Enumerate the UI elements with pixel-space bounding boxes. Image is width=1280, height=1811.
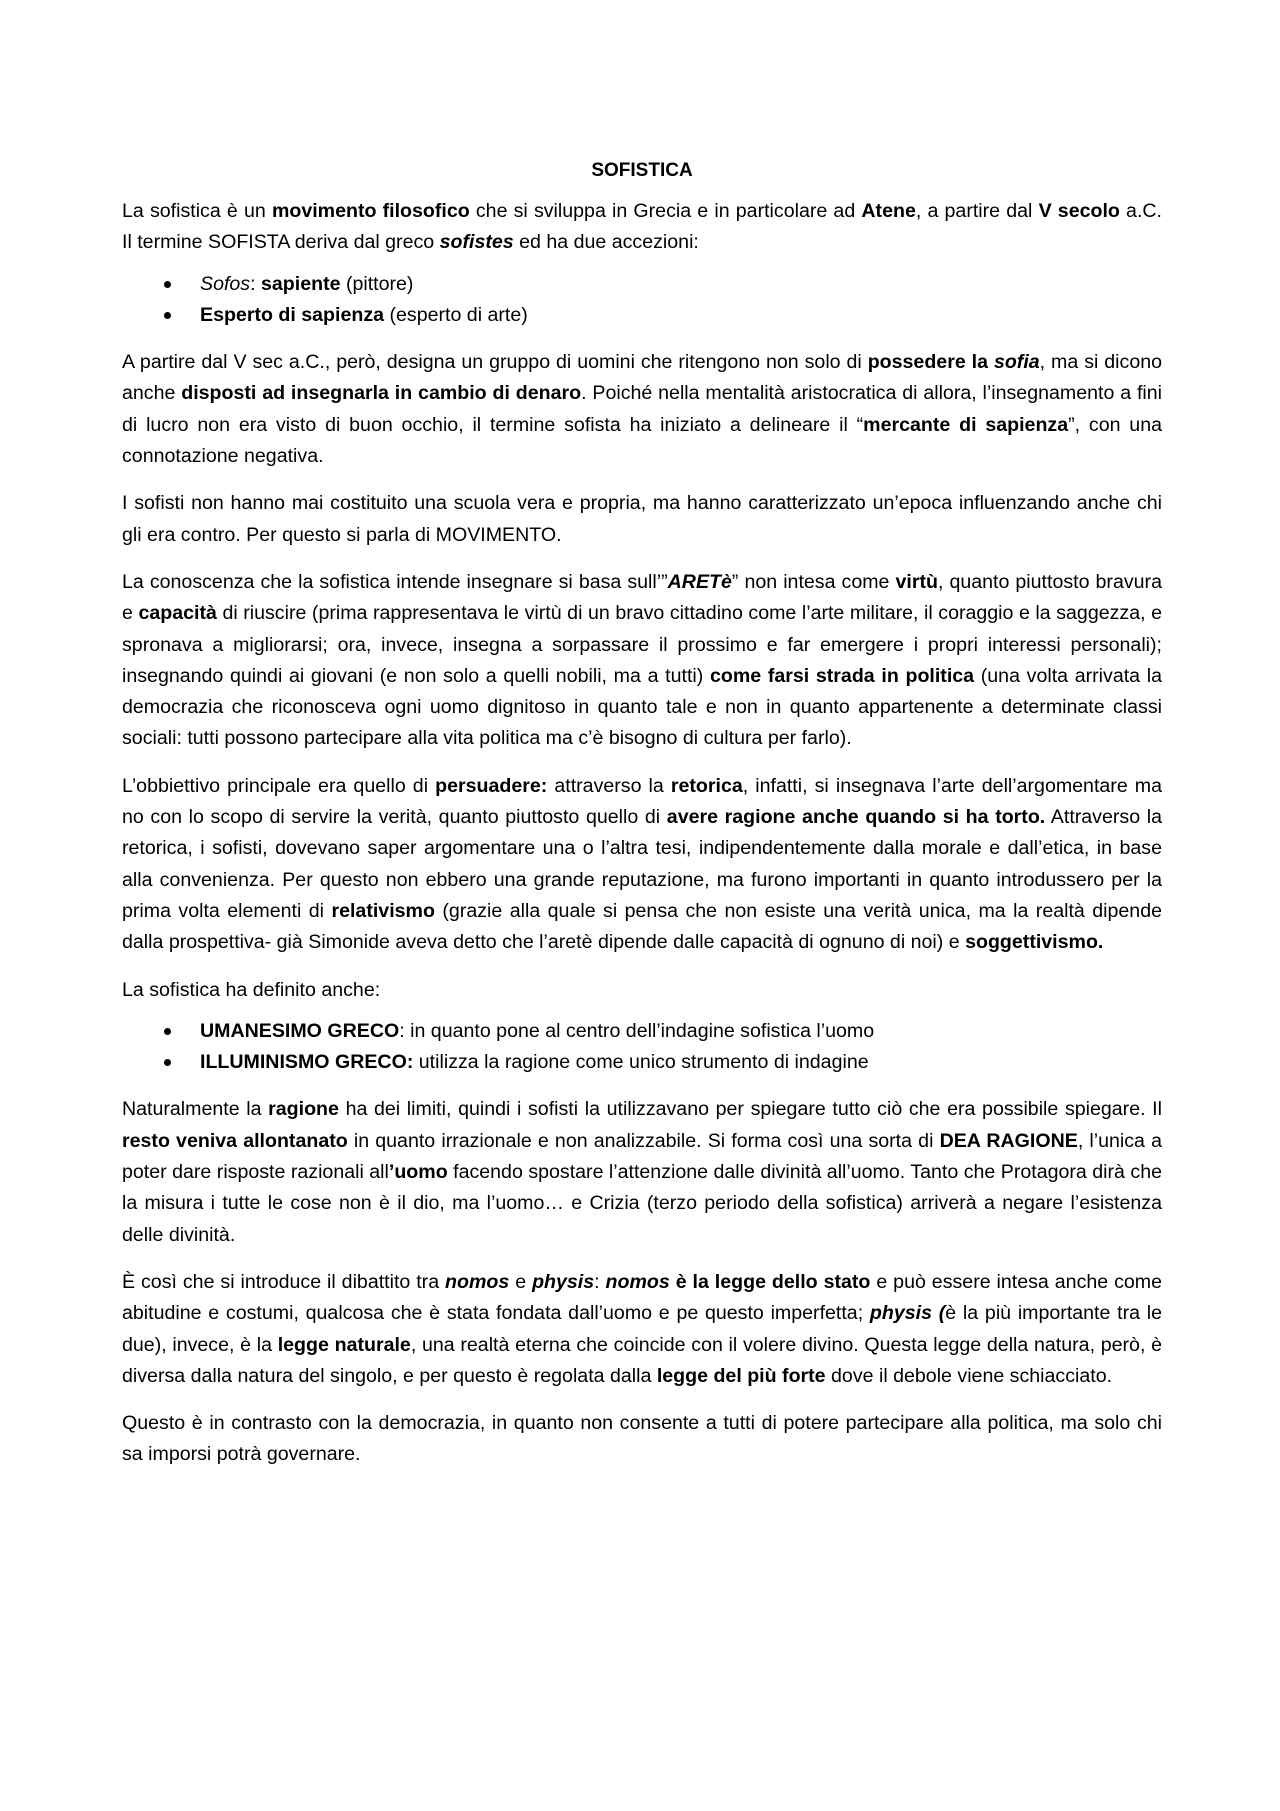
text-run: possedere la [867, 351, 994, 374]
text-run: soggettivismo. [965, 931, 1104, 954]
text-run: La conoscenza che la sofistica intende insegnare si basa sull’” [122, 570, 668, 593]
text-run: : [594, 1270, 606, 1293]
text-run: utilizza la ragione come unico strumento di indagine [413, 1051, 869, 1074]
text-run: Esperto di sapienza [200, 303, 385, 326]
text-run: (una volta arrivata la democrazia che riconosceva ogni uomo dignitoso in quanto tale e non in quanto appartenente a determinate classi sociali: tutti possono partecipare alla vita politica ma c’è bisogno di cultura per farlo). [122, 664, 1162, 750]
paragraph-arete [122, 567, 1162, 755]
text-run: e può essere intesa anche come abitudine e costumi, qualcosa che è stata fondata dall’uomo e pe questo imperfetta; [122, 1270, 1163, 1325]
text-run: I sofisti non hanno mai costituito una scuola vera e propria, ma hanno caratterizzato un’epoca influenzando anche chi gli era contro. Per questo si parla di MOVIMENTO. [122, 492, 1162, 546]
text-run: mercante di sapienza [863, 413, 1069, 436]
text-run: ”, con una connotazione negativa. [122, 413, 1162, 468]
text-run: , una realtà eterna che coincide con il volere divino. Questa legge della natura, però, è diversa dalla natura del singolo, e per questo è regolata dalla [122, 1333, 1162, 1387]
page-title: SOFISTICA [591, 160, 693, 181]
text-run: avere ragione anche quando si ha torto. [666, 806, 1046, 829]
list-item [122, 1047, 1162, 1078]
bullet-icon [164, 281, 171, 288]
paragraph-democrazia [122, 1408, 1162, 1471]
text-run: (esperto di arte) [384, 303, 528, 326]
text-run: ’uomo [388, 1161, 448, 1184]
list-item [122, 269, 1162, 300]
text-run: , ma si dicono anche [122, 351, 1163, 405]
paragraph-persuadere [122, 771, 1162, 959]
list-item [122, 1016, 1162, 1047]
text-run: La sofistica è un [122, 200, 272, 222]
text-run: in quanto irrazionale e non analizzabile. Si forma così una sorta di [347, 1129, 940, 1152]
text-run: dove il debole viene schiacciato. [825, 1364, 1113, 1387]
paragraph-nomos-physis [122, 1267, 1162, 1392]
text-run: nomos [445, 1270, 510, 1293]
text-run: DEA RAGIONE [939, 1129, 1078, 1152]
text-run: attraverso la [547, 774, 671, 797]
text-run: UMANESIMO GRECO [200, 1019, 400, 1042]
text-run: sofistes [439, 231, 514, 254]
text-run: , infatti, si insegnava l’arte dell’argomentare ma no con lo scopo di servire la verità, quanto piuttosto quello di [122, 774, 1163, 829]
paragraph-movimento [122, 488, 1162, 551]
bullet-list-umanesimo [122, 1016, 1162, 1079]
text-run: sapiente [261, 272, 341, 295]
paragraph-ragione [122, 1094, 1162, 1250]
text-run: (pittore) [340, 272, 414, 295]
text-run: nomos [605, 1270, 670, 1293]
text-run: , a partire dal [915, 200, 1039, 222]
text-run: legge del più forte [656, 1364, 826, 1387]
text-run: physis [532, 1270, 595, 1293]
text-run: disposti ad insegnarla in cambio di denaro [181, 382, 582, 405]
text-run: ragione [268, 1098, 339, 1121]
text-run: movimento filosofico [271, 200, 470, 222]
text-run: A partire dal V sec a.C., però, designa un gruppo di uomini che ritengono non solo di [122, 351, 868, 374]
text-run: retorica [670, 774, 743, 797]
text-run: L’obbiettivo principale era quello di [122, 774, 436, 797]
paragraph-designa [122, 347, 1162, 472]
text-run: e [509, 1270, 533, 1293]
text-run: La sofistica ha definito anche: [122, 978, 381, 1001]
text-run: è la legge dello stato [669, 1270, 871, 1293]
text-run: relativismo [331, 899, 435, 922]
text-run: come farsi strada in politica [709, 664, 975, 687]
paragraph-definito [122, 975, 1162, 1006]
text-run: . Poiché nella mentalità aristocratica di allora, l’insegnamento a fini di lucro non era visto di buon occhio, il termine sofista ha iniziato a delineare il “ [122, 382, 1162, 436]
text-run: , quanto piuttosto bravura e [122, 570, 1162, 625]
bullet-icon [164, 312, 171, 319]
text-run: , l’unica a poter dare risposte razionali all [122, 1129, 1162, 1184]
text-run: virtù [895, 570, 938, 593]
text-run: : in quanto pone al centro dell’indagine sofistica l’uomo [399, 1019, 875, 1042]
text-run: di riuscire (prima rappresentava le virtù di un bravo cittadino come l’arte militare, il coraggio e la saggezza, e spronava a migliorarsi; ora, invece, insegna a sorpassare il prossimo e far emergere i propri interessi personali); insegnando quindi ai giovani (e non solo a quelli nobili, ma a tutti) [122, 602, 1162, 687]
text-run: ha dei limiti, quindi i sofisti la utilizzavano per spiegare tutto ciò che era possibile spiegare. Il [338, 1098, 1162, 1121]
text-run: (grazie alla quale si pensa che non esiste una verità unica, ma la realtà dipende dalla prospettiva- già Simonide aveva detto che l’aretè dipende dalle capacità di ognuno di noi) e [122, 899, 1162, 954]
text-run: ILLUMINISMO GRECO: [200, 1051, 414, 1074]
bullet-list-accezioni [122, 269, 1162, 332]
text-run: è la più importante tra le due), invece, è la [122, 1302, 1163, 1356]
text-run: Naturalmente la [122, 1098, 269, 1121]
text-run: physis ( [869, 1302, 946, 1325]
text-run: ” non intesa come [731, 570, 896, 593]
list-item [122, 300, 1162, 331]
bullet-icon [164, 1059, 171, 1066]
text-run: ed ha due accezioni: [513, 231, 699, 254]
text-run: facendo spostare l’attenzione dalle divinità all’uomo. Tanto che Protagora dirà che la misura i tutte le cose non è il dio, ma l’uomo… e Crizia (terzo periodo della sofistica) arriverà a negare l’esistenza delle divinità. [122, 1161, 1162, 1246]
text-run: a.C. Il termine SOFISTA deriva dal greco [122, 200, 1162, 254]
text-run: sofia [993, 351, 1040, 374]
text-run: Atene [861, 200, 916, 222]
text-run: persuadere: [435, 774, 548, 797]
text-run: Attraverso la retorica, i sofisti, dovevano saper argomentare una o l’altra tesi, indipendentemente dalla morale e dall’etica, in base alla convenienza. Per questo non ebbero una grande reputazione, ma furono importanti in quanto introdussero per la prima volta elementi di [122, 806, 1162, 922]
text-run: ARETè [667, 570, 732, 593]
text-run: legge naturale [277, 1333, 411, 1356]
bullet-icon [164, 1028, 171, 1035]
text-run: : [250, 272, 261, 295]
text-run: È così che si introduce il dibattito tra [122, 1270, 446, 1293]
text-run: Questo è in contrasto con la democrazia, in quanto non consente a tutti di potere partecipare alla politica, ma solo chi sa imporsi potrà governare. [122, 1412, 1162, 1466]
paragraph-intro [122, 196, 1162, 259]
text-run: V secolo [1038, 200, 1120, 222]
text-run: che si sviluppa in Grecia e in particolare ad [469, 200, 862, 222]
text-run: Sofos [200, 272, 251, 295]
text-run: capacità [138, 602, 217, 625]
text-run: resto veniva allontanato [122, 1129, 348, 1152]
